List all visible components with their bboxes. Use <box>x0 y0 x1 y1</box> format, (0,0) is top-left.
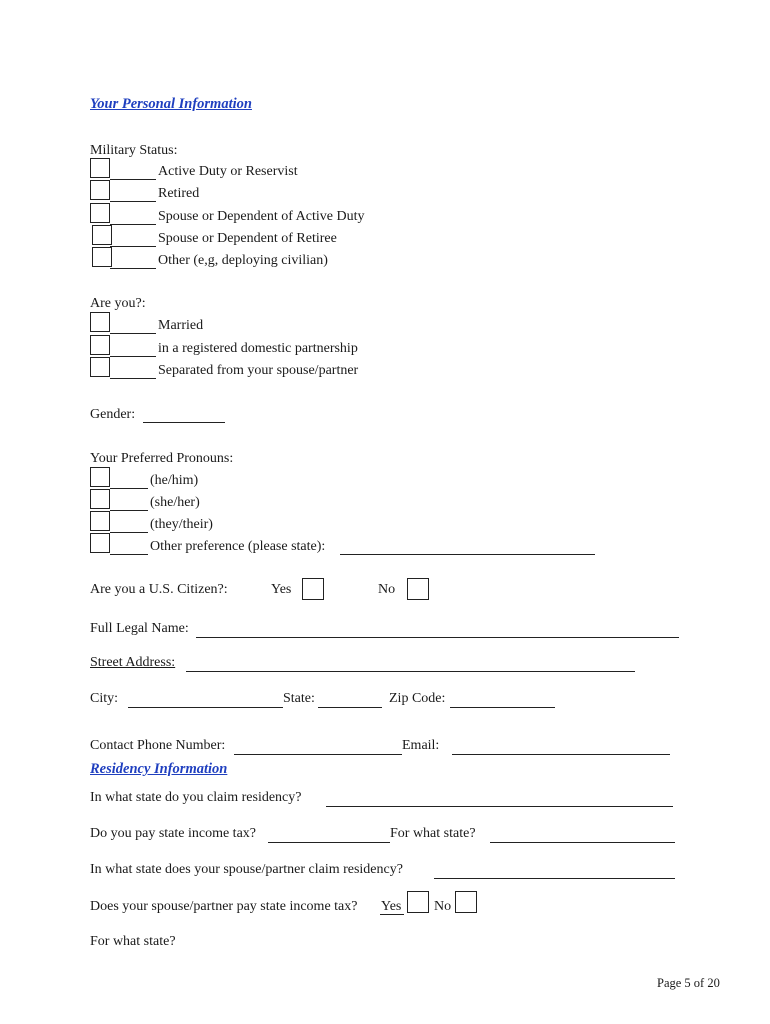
full-legal-name-input[interactable] <box>196 637 679 638</box>
spouse-claim-input[interactable] <box>434 878 675 879</box>
for-what-state-input[interactable] <box>490 842 675 843</box>
pronoun-they-checkbox[interactable] <box>90 511 110 531</box>
street-address-input[interactable] <box>186 671 635 672</box>
zip-label: Zip Code: <box>389 691 446 706</box>
citizen-yes-checkbox[interactable] <box>302 578 324 600</box>
phone-label: Contact Phone Number: <box>90 738 226 753</box>
military-retired-checkbox[interactable] <box>90 180 110 200</box>
state-label: State: <box>283 691 315 706</box>
military-spouse-retiree-label: Spouse or Dependent of Retiree <box>158 231 337 246</box>
spouse-for-what-state-label: For what state? <box>90 934 176 949</box>
pay-tax-input[interactable] <box>268 842 390 843</box>
email-input[interactable] <box>452 754 670 755</box>
citizen-no-label: No <box>378 582 396 597</box>
separated-checkbox[interactable] <box>90 357 110 377</box>
state-input[interactable] <box>318 707 382 708</box>
spouse-claim-question: In what state does your spouse/partner claim residency? <box>90 862 403 877</box>
pronoun-she-checkbox[interactable] <box>90 489 110 509</box>
married-checkbox[interactable] <box>90 312 110 332</box>
phone-input[interactable] <box>234 754 402 755</box>
domestic-partnership-checkbox[interactable] <box>90 335 110 355</box>
pronoun-he-checkbox[interactable] <box>90 467 110 487</box>
pronouns-label: Your Preferred Pronouns: <box>90 451 234 466</box>
for-what-state-label: For what state? <box>390 826 476 841</box>
claim-residency-question: In what state do you claim residency? <box>90 790 302 805</box>
page-number: Page 5 of 20 <box>657 976 720 990</box>
military-spouse-retiree-checkbox[interactable] <box>92 225 112 245</box>
citizen-no-checkbox[interactable] <box>407 578 429 600</box>
military-spouse-active-checkbox[interactable] <box>90 203 110 223</box>
military-retired-line <box>110 201 156 202</box>
military-other-label: Other (e,g, deploying civilian) <box>158 253 328 268</box>
pronoun-other-checkbox[interactable] <box>90 533 110 553</box>
residency-info-heading: Residency Information <box>90 761 228 777</box>
full-legal-name-label: Full Legal Name: <box>90 621 189 636</box>
zip-input[interactable] <box>450 707 555 708</box>
pronoun-other-line <box>110 554 148 555</box>
city-input[interactable] <box>128 707 283 708</box>
gender-input[interactable] <box>143 422 225 423</box>
pronoun-she-label: (she/her) <box>150 495 200 510</box>
marital-status-label: Are you?: <box>90 296 146 311</box>
separated-line <box>110 378 156 379</box>
pronoun-they-line <box>110 532 148 533</box>
married-line <box>110 333 156 334</box>
military-spouse-active-line <box>110 224 156 225</box>
military-other-checkbox[interactable] <box>92 247 112 267</box>
military-active-duty-label: Active Duty or Reservist <box>158 164 298 179</box>
claim-residency-input[interactable] <box>326 806 673 807</box>
military-active-duty-line <box>110 179 156 180</box>
pronoun-she-line <box>110 510 148 511</box>
citizen-yes-label: Yes <box>271 582 292 597</box>
spouse-tax-yes-label: Yes <box>381 899 402 914</box>
spouse-tax-no-checkbox[interactable] <box>455 891 477 913</box>
pay-tax-question: Do you pay state income tax? <box>90 826 257 841</box>
military-other-line <box>110 268 156 269</box>
personal-info-heading: Your Personal Information <box>90 96 252 112</box>
separated-label: Separated from your spouse/partner <box>158 363 359 378</box>
email-label: Email: <box>402 738 440 753</box>
spouse-tax-question: Does your spouse/partner pay state income tax? <box>90 899 358 914</box>
spouse-tax-no-label: No <box>434 899 452 914</box>
married-label: Married <box>158 318 204 333</box>
military-spouse-active-label: Spouse or Dependent of Active Duty <box>158 209 365 224</box>
pronoun-he-line <box>110 488 148 489</box>
military-status-label: Military Status: <box>90 143 178 158</box>
pronoun-he-label: (he/him) <box>150 473 199 488</box>
pronoun-other-label: Other preference (please state): <box>150 539 326 554</box>
spouse-tax-yes-checkbox[interactable] <box>407 891 429 913</box>
citizen-question: Are you a U.S. Citizen?: <box>90 582 228 597</box>
military-active-duty-checkbox[interactable] <box>90 158 110 178</box>
military-spouse-retiree-line <box>110 246 156 247</box>
domestic-partnership-label: in a registered domestic partnership <box>158 341 358 356</box>
pronoun-other-input[interactable] <box>340 554 595 555</box>
military-retired-label: Retired <box>158 186 200 201</box>
gender-label: Gender: <box>90 407 136 422</box>
city-label: City: <box>90 691 119 706</box>
pronoun-they-label: (they/their) <box>150 517 213 532</box>
domestic-partnership-line <box>110 356 156 357</box>
street-address-label: Street Address: <box>90 655 176 670</box>
